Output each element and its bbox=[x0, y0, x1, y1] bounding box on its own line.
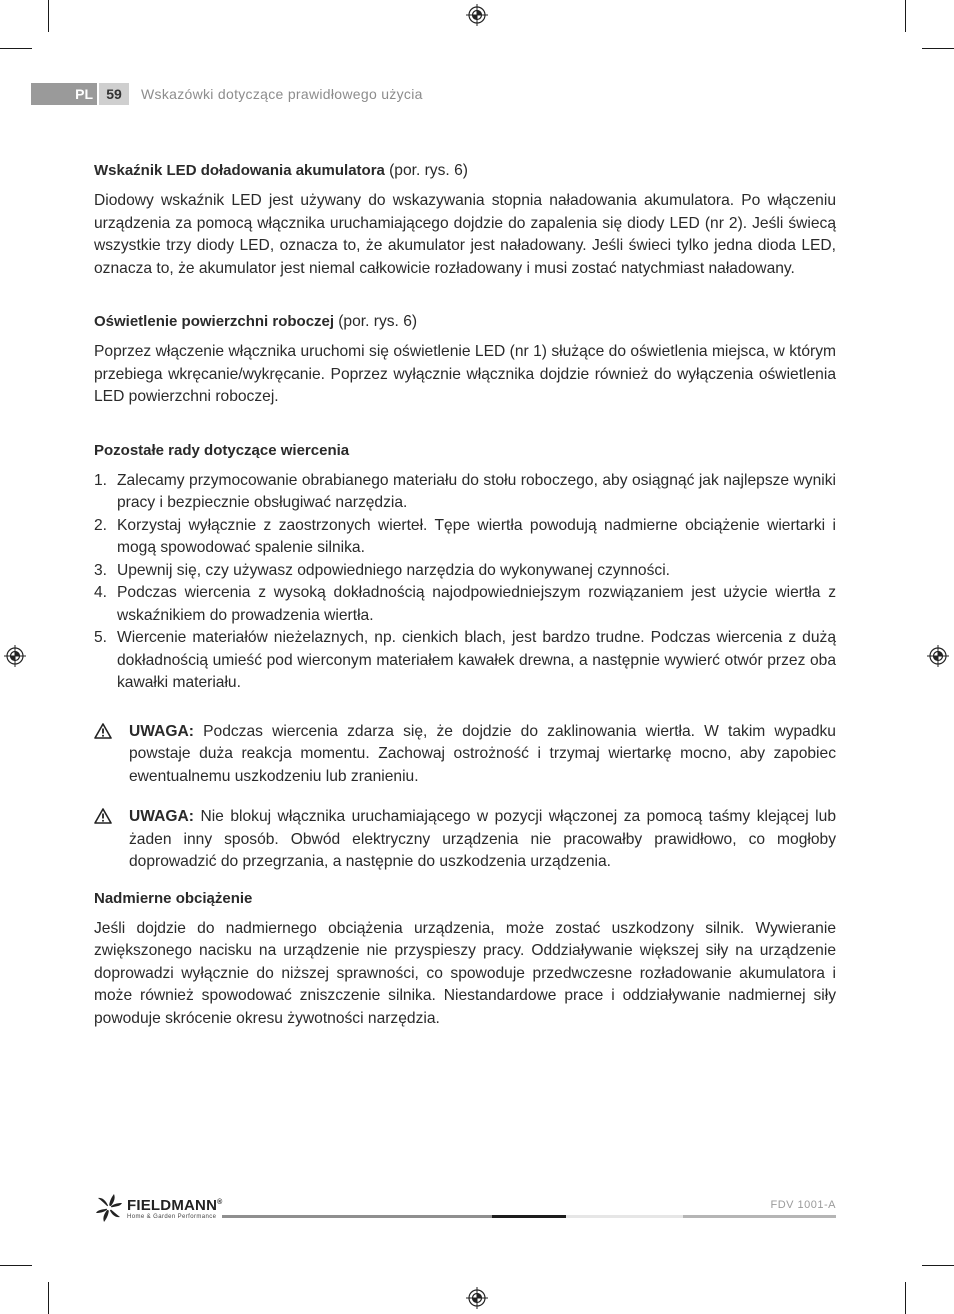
list-item bbox=[94, 515, 836, 560]
warning-text bbox=[129, 721, 836, 789]
item-text: Korzystaj wyłącznie z zaostrzonych wierteł. Tępe wiertła powodują nadmierne obciążenie wiertarki i mogą spowodować spalenie silnika. bbox=[117, 516, 836, 556]
crop-mark bbox=[905, 0, 906, 32]
warning-block bbox=[94, 721, 836, 789]
language-code: PL bbox=[63, 83, 97, 105]
item-number: 2. bbox=[94, 516, 108, 534]
section-overload bbox=[94, 888, 836, 1031]
item-text: Zalecamy przymocowanie obrabianego materiału do stołu roboczego, aby osiągnąć jak najlepsze wyniki pracy i bezpiecznie obsługiwać narzędzia. bbox=[117, 471, 836, 511]
section-drilling-tips bbox=[94, 440, 836, 695]
section-heading: Nadmierne obciążenie bbox=[94, 889, 253, 907]
crop-mark bbox=[48, 1282, 49, 1314]
registration-mark-icon bbox=[466, 1287, 488, 1309]
warning-body: Nie blokuj włącznika uruchamiającego w pozycji włączonej za pomocą taśmy klejącej lub żaden inny sposób. Obwód elektryczny urządzenia nie pracowałby prawidłowo, co mogłoby doprowadzić do przegrzania, a następnie do uszkodzenia urządzenia. bbox=[129, 808, 836, 870]
warning-body: Podczas wiercenia zdarza się, że dojdzie do zaklinowania wiertła. W takim wypadku powstaje duża reakcja momentu. Zachowaj ostrożność i trzymaj wiertarkę mocno, aby zapobiec ewentualnemu uszkodzeniu lub zranieniu. bbox=[129, 722, 836, 785]
crop-mark bbox=[0, 1265, 32, 1266]
header-bar bbox=[31, 83, 63, 105]
registration-mark-icon bbox=[466, 4, 488, 26]
warning-text bbox=[129, 806, 836, 874]
crop-mark bbox=[922, 1265, 954, 1266]
brand-logo bbox=[94, 1193, 222, 1223]
fan-logo-icon bbox=[94, 1193, 124, 1223]
item-text: Podczas wiercenia z wysoką dokładnością najodpowiedniejszym rozwiązaniem jest użycie wiertła z wskaźnikiem do prowadzenia wiertła. bbox=[117, 584, 836, 624]
item-text: Upewnij się, czy używasz odpowiedniego narzędzia do wykonywanej czynności. bbox=[117, 561, 670, 579]
figure-reference: (por. rys. 6) bbox=[389, 162, 468, 179]
warning-label: UWAGA: bbox=[129, 722, 194, 740]
registration-mark-icon bbox=[927, 645, 949, 667]
crop-mark bbox=[0, 48, 32, 49]
section-heading bbox=[94, 160, 836, 182]
warning-triangle-icon bbox=[94, 806, 129, 874]
item-number: 4. bbox=[94, 584, 108, 601]
model-number: FDV 1001-A bbox=[770, 1199, 836, 1211]
figure-reference: (por. rys. 6) bbox=[338, 313, 418, 330]
page-content bbox=[94, 160, 836, 1050]
section-heading: Pozostałe rady dotyczące wiercenia bbox=[94, 441, 350, 459]
warning-triangle-icon bbox=[94, 721, 129, 789]
list-item bbox=[94, 470, 836, 515]
section-body: Jeśli dojdzie do nadmiernego obciążenia urządzenia, może zostać uszkodzony silnik. Wywieranie zwiększonego nacisku na urządzenie nie przyspieszy pracy. Oddziaływanie większej siły na urządzenie doprowadzi wyłącznie do niższej sprawności, co spowoduje przedwczesne rozładowanie akumulatora i może również spowodować zniszczenie silnika. Niestandardowe prace i oddziaływanie nadmiernej siły powoduje skrócenie okresu żywotności narzędzia. bbox=[94, 919, 836, 1027]
brand-text bbox=[127, 1195, 222, 1221]
warning-block bbox=[94, 806, 836, 874]
crop-mark bbox=[48, 0, 49, 32]
section-title: Oświetlenie powierzchni roboczej bbox=[94, 313, 335, 330]
section-heading bbox=[94, 311, 836, 333]
list-item bbox=[94, 560, 836, 583]
section-led-indicator bbox=[94, 160, 836, 280]
section-title: Wskaźnik LED doładowania akumulatora bbox=[94, 162, 385, 179]
brand-tagline: Home & Garden Performance bbox=[127, 1214, 217, 1220]
tips-list bbox=[94, 470, 836, 695]
section-work-light bbox=[94, 311, 836, 409]
page-number: 59 bbox=[99, 83, 129, 105]
brand-wordmark: FIELDMANN bbox=[127, 1197, 218, 1214]
page-header bbox=[31, 83, 423, 105]
section-body: Diodowy wskaźnik LED jest używany do wskazywania stopnia naładowania akumulatora. Po włączeniu urządzenia za pomocą włącznika uruchamiającego dojdzie do zapalenia się diody LED (nr 2). Jeśli świecą wszystkie trzy diody LED, oznacza to, że akumulator jest naładowany. Jeśli świeci tylko jedna dioda LED, oznacza to, że akumulator jest niemal całkowicie rozładowany i musi zostać natychmiast naładowany. bbox=[94, 192, 836, 277]
header-title: Wskazówki dotyczące prawidłowego użycia bbox=[141, 86, 423, 102]
item-number: 1. bbox=[94, 471, 108, 489]
registration-mark-icon bbox=[4, 645, 26, 667]
footer-rule bbox=[683, 1215, 836, 1218]
footer-rule bbox=[492, 1215, 566, 1218]
section-body: Poprzez włączenie włącznika uruchomi się oświetlenie LED (nr 1) służące do oświetlenia miejsca, w którym przebiega wkręcanie/wykręcanie. Poprzez wyłącznie włącznika dojdzie również do wyłączenia oświetlenia LED powierzchni roboczej. bbox=[94, 343, 836, 405]
footer-rule bbox=[222, 1215, 492, 1218]
brand-name bbox=[127, 1195, 222, 1213]
crop-mark bbox=[922, 48, 954, 49]
item-number: 3. bbox=[94, 561, 108, 579]
warning-label: UWAGA: bbox=[129, 808, 194, 825]
list-item bbox=[94, 627, 836, 695]
list-item bbox=[94, 582, 836, 627]
item-text: Wiercenie materiałów nieżelaznych, np. cienkich blach, jest bardzo trudne. Podczas wiercenia z dużą dokładnością umieść pod wierconym materiałem kawałek drewna, a następnie wywierć otwór przez oba kawałki materiału. bbox=[117, 629, 836, 691]
trademark-symbol: ® bbox=[217, 1199, 223, 1206]
item-number: 5. bbox=[94, 629, 108, 646]
footer-rule bbox=[566, 1215, 683, 1218]
crop-mark bbox=[905, 1282, 906, 1314]
